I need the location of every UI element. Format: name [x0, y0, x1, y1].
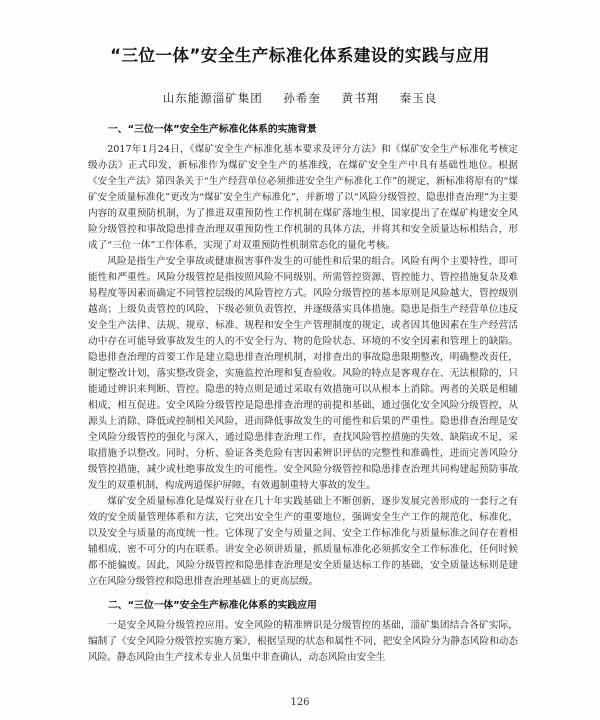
- paragraph: 风险是指生产安全事故或健康损害事件发生的可能性和后果的组合。风险有两个主要特性，即可能性和严重性。风险分级管控是指按照风险不同级别、所需管控资源、管控能力、管控措施复杂及难易程度等因素而确定不同管控层级的风险管控方式。风险分级管控的基本原则是风险越大，管控级别越高；上级负责管控的风险，下级必须负责管控，并逐级落实具体措施。隐患是指生产经营单位违反安全生产法律、法规、规章、标准、规程和安全生产管理制度的规定，或者因其他因素在生产经营活动中存在可能导致事故发生的人的不安全行为、物的危险状态、环境的不安全因素和管理上的缺陷。隐患排查治理的首要工作是建立隐患排查治理机制，对排查出的事故隐患限期整改，明确整改责任，制定整改计划，落实整改资金，实施监控治理和复查验收。风险的特点是客观存在、无法根除的，只能通过辨识来判断、管控。隐患的特点则是通过采取有效措施可以从根本上消除。两者的关联是相辅相成，相互促进。安全风险分级管控是隐患排查治理的前提和基础，通过强化安全风险分级管控，从源头上消除、降低或控制相关风险，进而降低事故发生的可能性和后果的严重性。隐患排查治理是安全风险分级管控的强化与深入，通过隐患排查治理工作，查找风险管控措施的失效、缺陷或不足，采取措施予以整改。同时，分析、验证各类危险有害因素辨识评估的完整性和准确性，进而完善风险分级管控措施，减少或杜绝事故发生的可能性。安全风险分级管控和隐患排查治理共同构建起预防事故发生的双重机制，构成两道保护屏障，有效遏制重特大事故的发生。: [88, 256, 518, 491]
- article-title: “三位一体”安全生产标准化体系建设的实践与应用: [110, 46, 490, 65]
- author-name: 秦玉良: [399, 91, 438, 105]
- paragraph: 2017年1月24日，《煤矿安全生产标准化基本要求及评分方法》和《煤矿安全生产标准化考核定级办法》正式印发，新标准作为煤矿安全生产的基准线，在煤矿安全生产中具有基础性地位。根据《安全生产法》第四条关于“生产经营单位必须推进安全生产标准化工作”的规定，新标准将原有的“煤矿安全质量标准化”更改为“煤矿安全生产标准化”，并新增了以“风险分级管控、隐患排查治理”为主要内容的双重预防机制，为了推进双重预防性工作机制在煤矿落地生根，国家提出了在煤矿构建安全风险分级管控和事故隐患排查治理双重预防性工作机制的具体方法，并将其和安全质量达标相结合，形成了“三位一体”工作体系，实现了对双重预防性机制常态化的量化考核。: [88, 144, 518, 251]
- author-name: 黄书翔: [341, 91, 380, 105]
- author-name: 孙希奎: [283, 91, 321, 105]
- article-body: [88, 122, 518, 666]
- section-heading-1: 一、“三位一体”安全生产标准化体系的实施背景: [108, 124, 317, 135]
- author-affiliation: 山东能源淄矿集团: [162, 91, 263, 105]
- paragraph: 一是安全风险分级管控应用。安全风险的精准辨识是分级管控的基础，淄矿集团结合各矿实际，编制了《安全风险分级管控实施方案》，根据呈现的状态和属性不同，把安全风险分为静态风险和动态风险。静态风险由生产技术专业人员集中非查确认，动态风险由安全生: [88, 620, 518, 663]
- section-heading-2: 二、“三位一体”安全生产标准化体系的实践应用: [108, 600, 317, 611]
- paragraph: 煤矿安全质量标准化是煤炭行业在几十年实践基础上不断创新，逐步发展完善形成的一套行之有效的安全质量管理体系和方法，它突出安全生产的重要地位，强调安全生产工作的规范化、标准化，以及安全与质量的高度统一性。它体现了安全与质量之间、安全工作标准化与质量标准之间存在着相辅相成、密不可分的内在联系。讲安全必须讲质量，抓质量标准化必须抓安全工作标准化，任何时候都不能偏废。因此，风险分级管控和隐患排查治理是安全质量达标工作的基础，安全质量达标则是建立在风险分级管控和隐患排查治理基础上的更高层级。: [88, 496, 518, 587]
- page-number: 126: [290, 697, 310, 708]
- author-line: [0, 90, 600, 106]
